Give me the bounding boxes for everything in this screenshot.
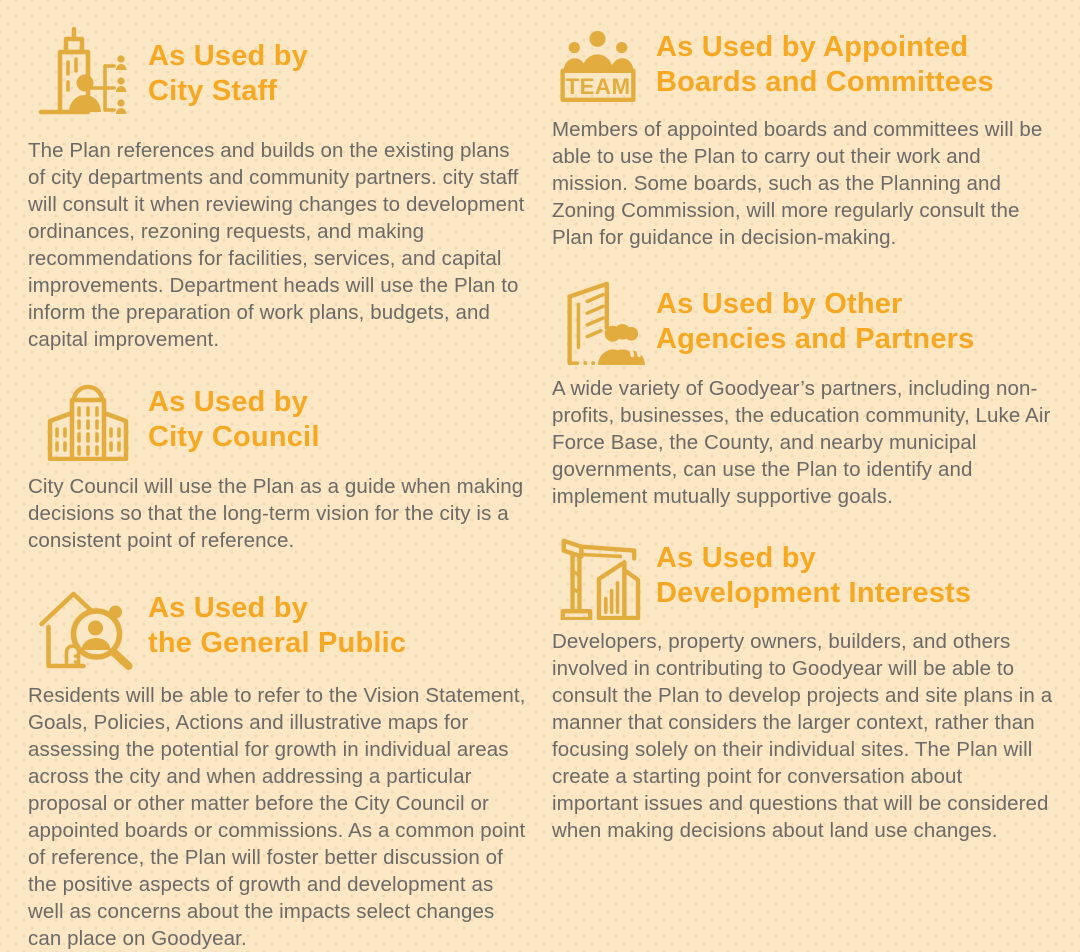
right-column (552, 26, 1054, 903)
title-line-1: As Used by (148, 386, 308, 418)
development-crane-icon (552, 532, 656, 620)
left-column (28, 26, 526, 950)
section-general-public (28, 582, 526, 952)
section-header (552, 532, 1054, 620)
section-body: Developers, property owners, builders, and others involved in contributing to Goodyear will be able to consult the Plan to develop projects and site plans in a manner that considers the larger context, rather than focusing solely on their individual sites. The Plan will create a starting point for conversation about important issues and questions that will be considered when making decisions about land use changes. (552, 630, 1053, 842)
title-line-2: the General Public (148, 627, 407, 659)
section-development-interests (552, 532, 1054, 844)
section-appointed-boards (552, 26, 1054, 251)
team-icon-label: TEAM (565, 74, 631, 100)
title-line-1: As Used by (148, 39, 308, 72)
section-title (656, 30, 994, 100)
section-body: Residents will be able to refer to the Vision Statement, Goals, Policies, Actions and illustrative maps for assessing the potential for growth in individual areas across the city and when addressing a particular proposal or other matter before the City Council or appointed boards or commissions. As a common point of reference, the Plan will foster better discussion of the positive aspects of growth and development as well as concerns about the impacts select changes can place on Goodyear. (28, 684, 526, 950)
city-staff-icon (28, 26, 148, 121)
title-line-2: Agencies and Partners (656, 323, 975, 355)
section-title (148, 591, 406, 661)
section-header (28, 379, 526, 461)
section-header (552, 277, 1054, 367)
title-line-1: As Used by (148, 592, 308, 624)
general-public-icon (28, 582, 148, 670)
title-line-1: As Used by Appointed (656, 31, 969, 63)
title-line-2: City Council (148, 421, 320, 453)
title-line-1: As Used by (656, 542, 816, 574)
team-icon (552, 26, 656, 104)
section-header (28, 26, 526, 121)
section-title (656, 541, 971, 611)
section-header (28, 582, 526, 670)
section-body: City Council will use the Plan as a guide when making decisions so that the long-term vision for the city is a consistent point of reference. (28, 475, 524, 552)
section-city-staff (28, 26, 526, 353)
agencies-icon (552, 277, 656, 367)
title-line-2: City Staff (148, 74, 278, 107)
title-line-2: Development Interests (656, 577, 972, 609)
section-title (148, 385, 320, 455)
title-line-2: Boards and Committees (656, 66, 994, 98)
section-other-agencies (552, 277, 1054, 510)
section-city-council (28, 379, 526, 554)
section-title (148, 39, 308, 109)
title-line-1: As Used by Other (656, 288, 903, 320)
section-header (552, 26, 1054, 104)
section-body: The Plan references and builds on the existing plans of city departments and community partners. city staff will consult it when reviewing changes to development ordinances, rezoning requests, and making recommendations for facilities, services, and capital improvements. Department heads will use the Plan to inform the preparation of work plans, budgets, and capital improvement. (28, 139, 525, 351)
city-council-icon (28, 379, 148, 461)
section-body: A wide variety of Goodyear’s partners, including non-profits, businesses, the education community, Luke Air Force Base, the County, and nearby municipal governments, can use the Plan to identify and implement mutually supportive goals. (552, 377, 1051, 508)
section-title (656, 287, 975, 357)
section-body: Members of appointed boards and committees will be able to use the Plan to carry out their work and mission. Some boards, such as the Planning and Zoning Commission, will more regularly consult the Plan for guidance in decision-making. (552, 118, 1043, 249)
